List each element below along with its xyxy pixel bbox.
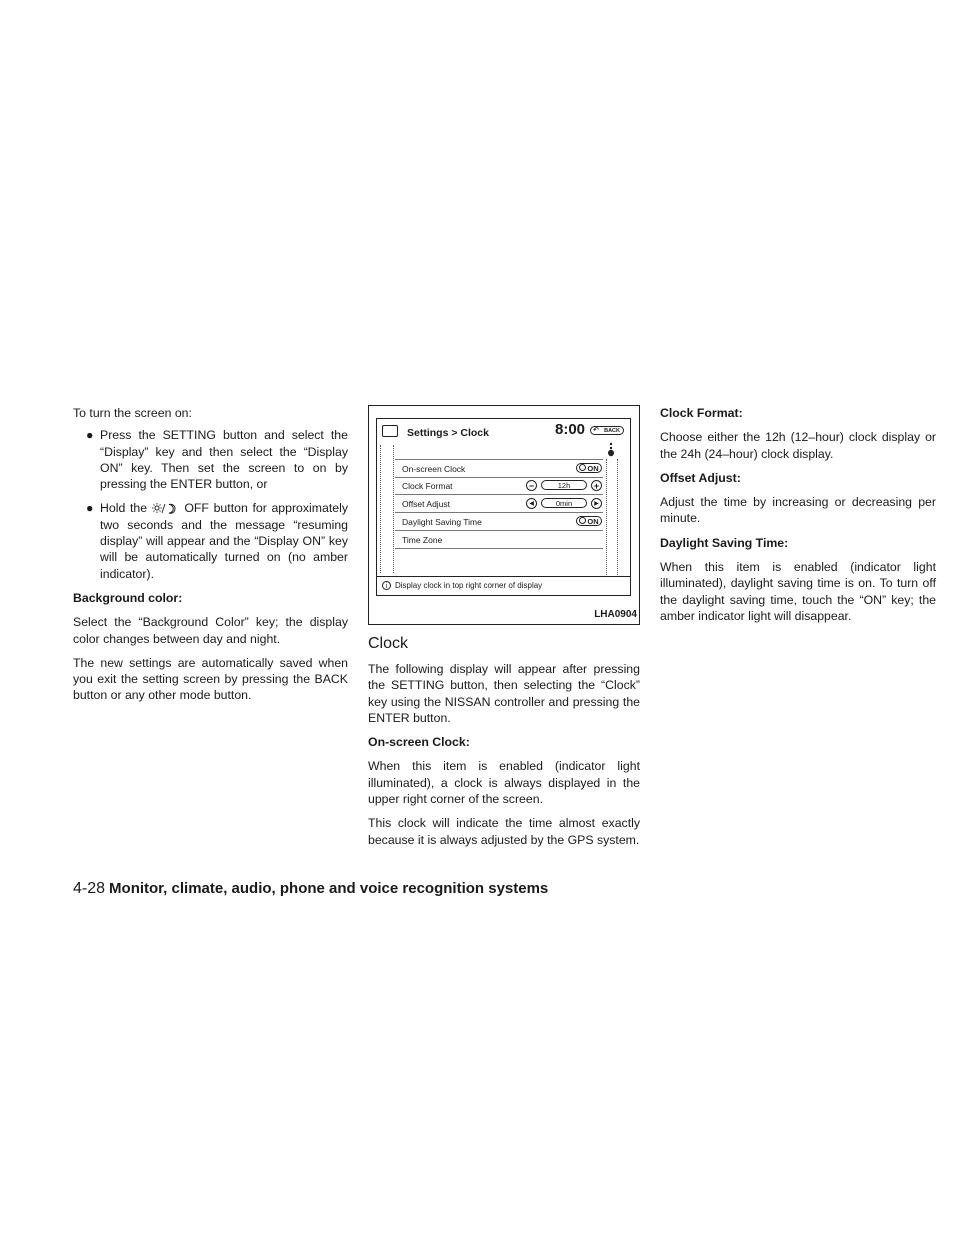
back-label: BACK: [604, 428, 620, 434]
back-arrow-icon: ↶: [593, 427, 599, 434]
daylight-saving-text: When this item is enabled (indicator light illuminated), daylight saving time is on. To turn off the daylight saving time, touch the “ON” key; the amber indicator light will disappear.: [660, 560, 936, 623]
on-screen-clock-toggle[interactable]: [576, 463, 602, 473]
screen-on-steps: [73, 427, 348, 582]
increase-button[interactable]: +: [591, 480, 602, 491]
clock-format-text: Choose either the 12h (12–hour) clock display or the 24h (24–hour) clock display.: [660, 430, 936, 461]
toggle-value: ON: [587, 517, 599, 526]
info-text: Display clock in top right corner of display: [395, 581, 543, 590]
clock-format-value: 12h: [541, 480, 587, 490]
row-label: Clock Format: [402, 481, 453, 491]
column-middle: [368, 405, 640, 856]
left-scroll-track: [380, 445, 394, 573]
offset-adjust-text: Adjust the time by increasing or decreasing per minute.: [660, 495, 936, 526]
figure-label: LHA0904: [594, 608, 637, 620]
offset-adjust-heading: Offset Adjust:: [660, 470, 741, 485]
clock-format-row[interactable]: [395, 477, 603, 495]
background-color-text: Select the “Background Color” key; the display color changes between day and night.: [73, 615, 348, 646]
clock-heading: Clock: [368, 635, 409, 652]
clock-settings-figure: [368, 405, 640, 625]
chapter-title: Monitor, climate, audio, phone and voice recognition systems: [109, 880, 549, 897]
offset-left-button[interactable]: ◀: [526, 498, 537, 509]
clock-settings-screen: [376, 418, 631, 596]
bullet-icon: ●: [86, 428, 94, 443]
on-screen-clock-row[interactable]: [395, 459, 603, 478]
screen-title: Settings > Clock: [407, 427, 489, 439]
right-scroll-track: [606, 459, 618, 575]
column-left: [73, 405, 348, 712]
offset-value: 0min: [541, 498, 587, 508]
step-text-prefix: Hold the: [100, 501, 148, 516]
on-screen-clock-heading: On-screen Clock:: [368, 735, 470, 750]
indicator-light-icon: [579, 464, 586, 471]
back-button[interactable]: [590, 426, 624, 435]
scroll-indicator-icon: [606, 441, 616, 457]
bullet-icon: ●: [86, 501, 94, 516]
row-label: Offset Adjust: [402, 499, 451, 509]
daylight-saving-toggle[interactable]: [576, 516, 602, 526]
menu-icon: [382, 425, 398, 437]
clock-time: 8:00: [555, 421, 586, 438]
brightness-display-icon: [152, 503, 180, 515]
daylight-saving-heading: Daylight Saving Time:: [660, 535, 789, 550]
screen-on-intro: To turn the screen on:: [73, 406, 192, 420]
auto-save-text: The new settings are automatically saved when you exit the setting screen by pressing the BACK button or any other mode button.: [73, 655, 348, 703]
time-zone-row[interactable]: [395, 531, 603, 549]
clock-intro: The following display will appear after pressing the SETTING button, then selecting the “Clock” key using the NISSAN controller and pressing the ENTER button.: [368, 662, 640, 725]
clock-format-heading: Clock Format:: [660, 406, 743, 420]
toggle-value: ON: [587, 464, 599, 473]
decrease-button[interactable]: −: [526, 480, 537, 491]
row-label: Daylight Saving Time: [402, 517, 482, 527]
indicator-light-icon: [579, 517, 586, 524]
offset-adjust-row[interactable]: [395, 495, 603, 513]
step-text-suffix: OFF button for approximately two seconds and the message “resuming display” will appear and the “Display ON” key will be automatically turned on (no amber indicator).: [100, 501, 348, 581]
page-number: 4-28: [73, 880, 106, 897]
list-item: [73, 427, 348, 492]
screen-header: [377, 419, 630, 441]
gps-clock-text: This clock will indicate the time almost exactly because it is always adjusted by the GPS system.: [368, 816, 640, 847]
background-color-heading: Background color:: [73, 590, 183, 605]
on-screen-clock-text: When this item is enabled (indicator light illuminated), a clock is always displayed in the upper right corner of the screen.: [368, 759, 640, 807]
list-item: [73, 500, 348, 581]
info-bar: [377, 576, 630, 595]
offset-right-button[interactable]: ▶: [591, 498, 602, 509]
row-label: Time Zone: [402, 535, 443, 545]
page-footer: [73, 880, 548, 898]
column-right: [660, 405, 936, 632]
info-icon: i: [382, 581, 391, 590]
step-text: Press the SETTING button and select the “Display” key and then select the “Display ON” key. Then set the screen to on by pressing the ENTER button, or: [100, 428, 348, 492]
row-label: On-screen Clock: [402, 464, 466, 474]
daylight-saving-row[interactable]: [395, 513, 603, 531]
